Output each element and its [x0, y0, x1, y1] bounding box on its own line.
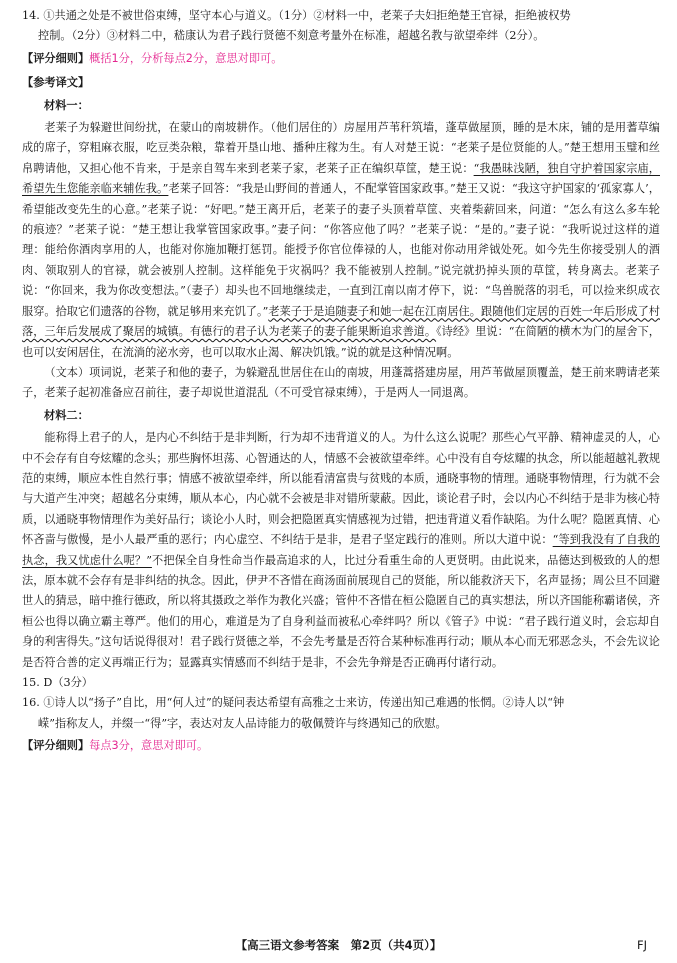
rubric-text: 每点3分，意思对即可。: [89, 739, 209, 753]
m1-text-c: （妻子）却头也不回地继续走，一直到江南以南才停下，说：“鸟兽脱落的羽毛，可以捡来织成衣服穿。拾取它们遗落的谷物，就足够用来充饥了。”: [22, 284, 661, 318]
m1-text-a: 老莱子为躲避世间纷扰，在蒙山的南坡耕作。（他们居住的）房屋用芦苇秆筑墙，蓬草做屋顶，睡的是木床，铺的是用蓍草编成的席子，穿粗麻衣服，吃豆类杂粮，靠着开垦山地、播种庄稼为生。有人对楚王说：“老莱子是位贤能的人。”楚王想用玉璧和丝帛聘请他，又担心他不肯来，于是亲自驾车来到老莱子家，老莱子正在编织草筐，楚王说：: [22, 121, 660, 175]
material1-title: 材料一：: [44, 98, 89, 112]
material2-paragraph1: [22, 428, 660, 673]
m2-text-b: 不把保全自身性命当作最高追求的人，比过分看重生命的人更贤明。由此说来，品德达到极致的人的想法，原本就不会存有是非纠结的执念。因此，伊尹不吝惜在商汤面前展现自己的贤能，所以能救济天下，名声显扬；周公旦不回避世人的猜忌，暗中推行德政，所以将其摄政之举作为教化兴盛；管仲不吝惜在桓公隐匿自己的真实想法，所以齐国能称霸诸侯，齐桓公也得以确立霸主尊严。他们的用心，难道是为了自身利益而被私心牵绊吗？所以《管子》中说：“君子践行道义时，会忘却自身的利害得失。”这句话说得很对！君子践行贤德之举，不会先考量是否符合某种标准再行动；顺从本心而无邪恶念头，不会先议论是否符合善的定义再端正行为；显露真实情感而不纠结于是非，不会先争辩是否正确再付诸行动。: [22, 553, 660, 669]
m1-text-d: 《诗经》里说：“在简陋的横木为门的屋舍下，也可以安闲居住，在流淌的泌水旁，也可以取水止渴、解决饥饿。”说的就是这种情况啊。: [22, 325, 660, 359]
q15-answer: 15. D（3分）: [22, 676, 93, 689]
material1-paragraph2: （文本）项词说，老莱子和他的妻子，为躲避乱世居住在山的南坡，用蓬蒿搭建房屋，用芦苇做屋顶覆盖，楚王前来聘请老莱子，老莱子起初准备应召前往，妻子却说世道混乱（不可受官禄束缚），于是两人一同退离。: [22, 365, 660, 400]
m1-text-b: 老莱子回答：“我是山野间的普通人，不配掌管国家政事。”楚王又说：“我这守护国家的‘孤家寡人’，希望能改变先生的心意。”老莱子说：“好吧。”楚王离开后，老莱子的妻子头顶着草筐、夹着柴薪回来，问道：“怎么有这么多车轮的痕迹？”老莱子说：“楚王想让我掌管国家政事。”妻子问：“你答应他了吗？”老莱子说：“是的。”妻子说：“我听说过这样的道理：能给你酒肉享用的人，也能对你施加鞭打惩罚。能授予你官位俸禄的人，也能对你动用斧钺处死。如今先生你接受别人的酒肉、领取别人的官禄，就会被别人控制。这样能免于灾祸吗？我不能被别人控制。”说完就扔掉头顶的草筐，转身离去。老莱子说：“你回来，我为你改变想法。”: [22, 182, 660, 298]
m1-wavy-underlined: 老莱子于是追随妻子和她一起在江南居住。跟随他们定居的百姓一年后形成了村落，三年后发展成了聚居的城镇。有德行的君子认为老莱子的妻子能果断追求善道。: [22, 304, 660, 339]
rubric-q14: [22, 49, 660, 69]
answer-page: [22, 6, 660, 759]
reference-translation-title: 【参考译文】: [22, 76, 90, 90]
m1-underlined-quote: “我愚昧浅陋，独自守护着国家宗庙，希望先生您能亲临来辅佐我。”: [22, 161, 660, 196]
rubric-text: 概括1分，分析每点2分，意思对即可。: [89, 51, 283, 65]
q16-answer-line1: 16. ①诗人以“扬子”自比，用“何人过”的疑问表达希望有高雅之士来访，传递出知己难遇的怅惘。②诗人以“钟: [22, 696, 565, 710]
footer-code: FJ: [636, 938, 647, 952]
q14-answer-line2: 控制。（2分）③材料二中，嵇康认为君子践行贤德不刻意考量外在标准，超越名教与欲望牵绊（2分）。: [38, 29, 545, 43]
q16-answer-line2: 嵘”指称友人，并缀一“得”字，表达对友人品诗能力的敬佩赞许与终遇知己的欣慰。: [38, 716, 447, 730]
page-footer: 【高三语文参考答案 第2页（共4页）】: [235, 938, 442, 952]
material1-paragraph1: [22, 118, 660, 363]
q14-answer-line1: 14. ①共通之处是不被世俗束缚，坚守本心与道义。（1分）②材料一中，老莱子夫妇拒绝楚王官禄，拒绝被权势: [22, 9, 571, 22]
rubric-label: 【评分细则】: [22, 51, 90, 65]
m2-text-a: 能称得上君子的人，是内心不纠结于是非判断，行为却不违背道义的人。为什么这么说呢？那些心气平静、精神虚灵的人，心中不会存有自夸炫耀的念头；那些胸怀坦荡、心智通达的人，情感不会被欲望牵绊。心中没有自夸炫耀的执念，所以能超越礼教规范的束缚，顺应本性自然行事；情感不被欲望牵绊，所以能看清富贵与贫贱的本质，通晓事物的情理。通晓事物情理，行为就不会与大道产生冲突；超越名分束缚，顺从本心，内心就不会被是非对错所蒙蔽。因此，谈论君子时，会以内心不纠结于是非为核心特质，以通晓事物情理作为美好品行；谈论小人时，则会把隐匿真实情感视为过错，把违背道义看作缺陷。为什么呢？隐匿真情、心怀吝啬与傲慢，是小人最严重的恶行；内心虚空、不纠结于是非，是君子坚定践行的准则。所以大道中说：: [22, 431, 660, 547]
material2-title: 材料二：: [44, 408, 89, 422]
rubric-q16: [22, 736, 660, 756]
rubric-label: 【评分细则】: [22, 739, 90, 753]
m2-underlined-quote: “等到我没有了自我的执念，我又忧虑什么呢？”: [22, 533, 660, 567]
